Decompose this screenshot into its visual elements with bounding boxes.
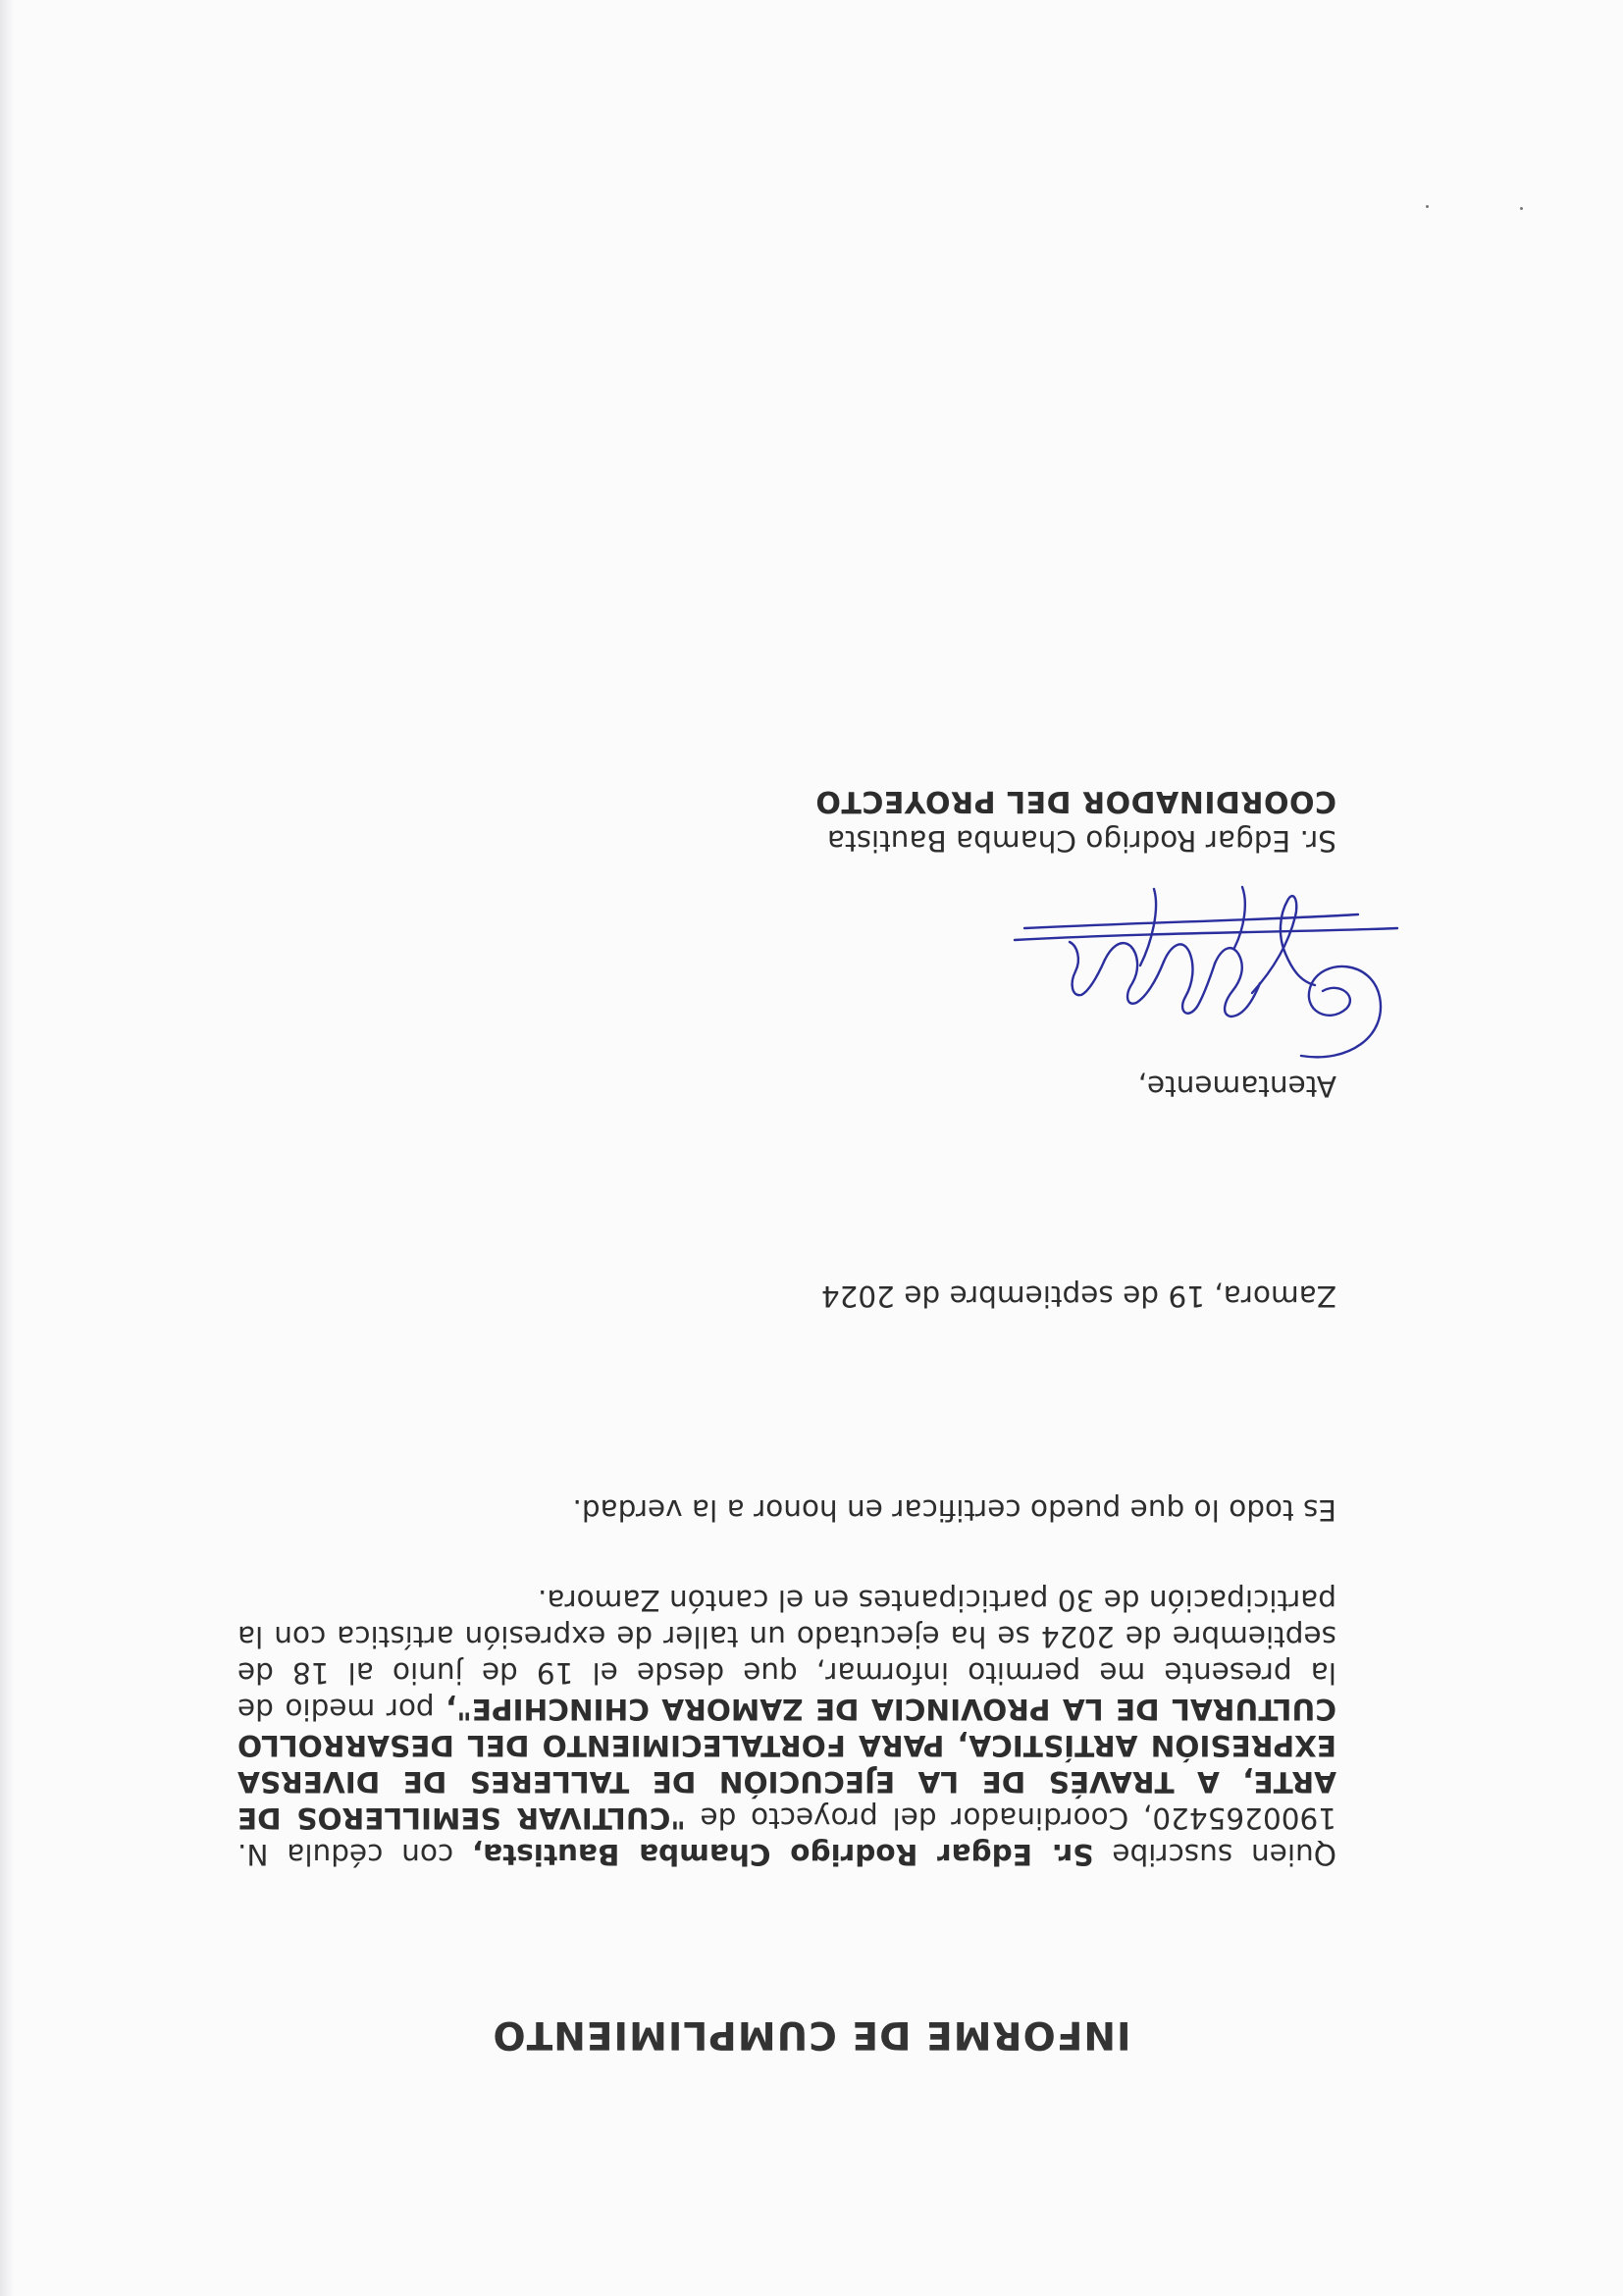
body-paragraph xyxy=(237,1582,1336,1872)
scan-edge-shadow xyxy=(0,0,14,2296)
regards-text: Atentamente, xyxy=(1137,1070,1336,1103)
body-details: por medio de la presente me permito informar, que desde el 19 de junio al 18 de septiembre de 2024 se ha ejecutado un taller de expresión artística con la participación de 30 participantes en el cantón Zamora. xyxy=(237,1584,1336,1726)
handwritten-signature xyxy=(1005,860,1417,1075)
scan-speck xyxy=(1426,205,1429,208)
body-id-text: con cédula N. 1900265420, Coordinador del proyecto de xyxy=(237,1801,1336,1871)
place-date: Zamora, 19 de septiembre de 2024 xyxy=(820,1279,1336,1313)
body-intro: Quien suscribe xyxy=(1093,1838,1336,1871)
signer-role: COORDINADOR DEL PROYECTO xyxy=(814,784,1336,818)
signer-name: Sr. Edgar Rodrigo Chamba Bautista xyxy=(826,824,1336,858)
body-project-name: "CULTIVAR SEMILLEROS DE ARTE, A TRAVÉS DE LA EJECUCIÓN DE TALLERES DE DIVERSA EXPRESIÓN ARTÍSTICA, PARA FORTALECIMIENTO DEL DESARROLLO CULTURAL DE LA PROVINCIA DE ZAMORA CHINCHIPE", xyxy=(236,1693,1336,1835)
body-signer-name: Sr. Edgar Rodrigo Chamba Bautista, xyxy=(472,1838,1094,1871)
document-title: INFORME DE CUMPLIMIENTO xyxy=(492,2012,1131,2057)
closing-statement: Es todo lo que puedo certificar en honor a la verdad. xyxy=(572,1493,1336,1527)
scan-speck xyxy=(1520,207,1523,210)
